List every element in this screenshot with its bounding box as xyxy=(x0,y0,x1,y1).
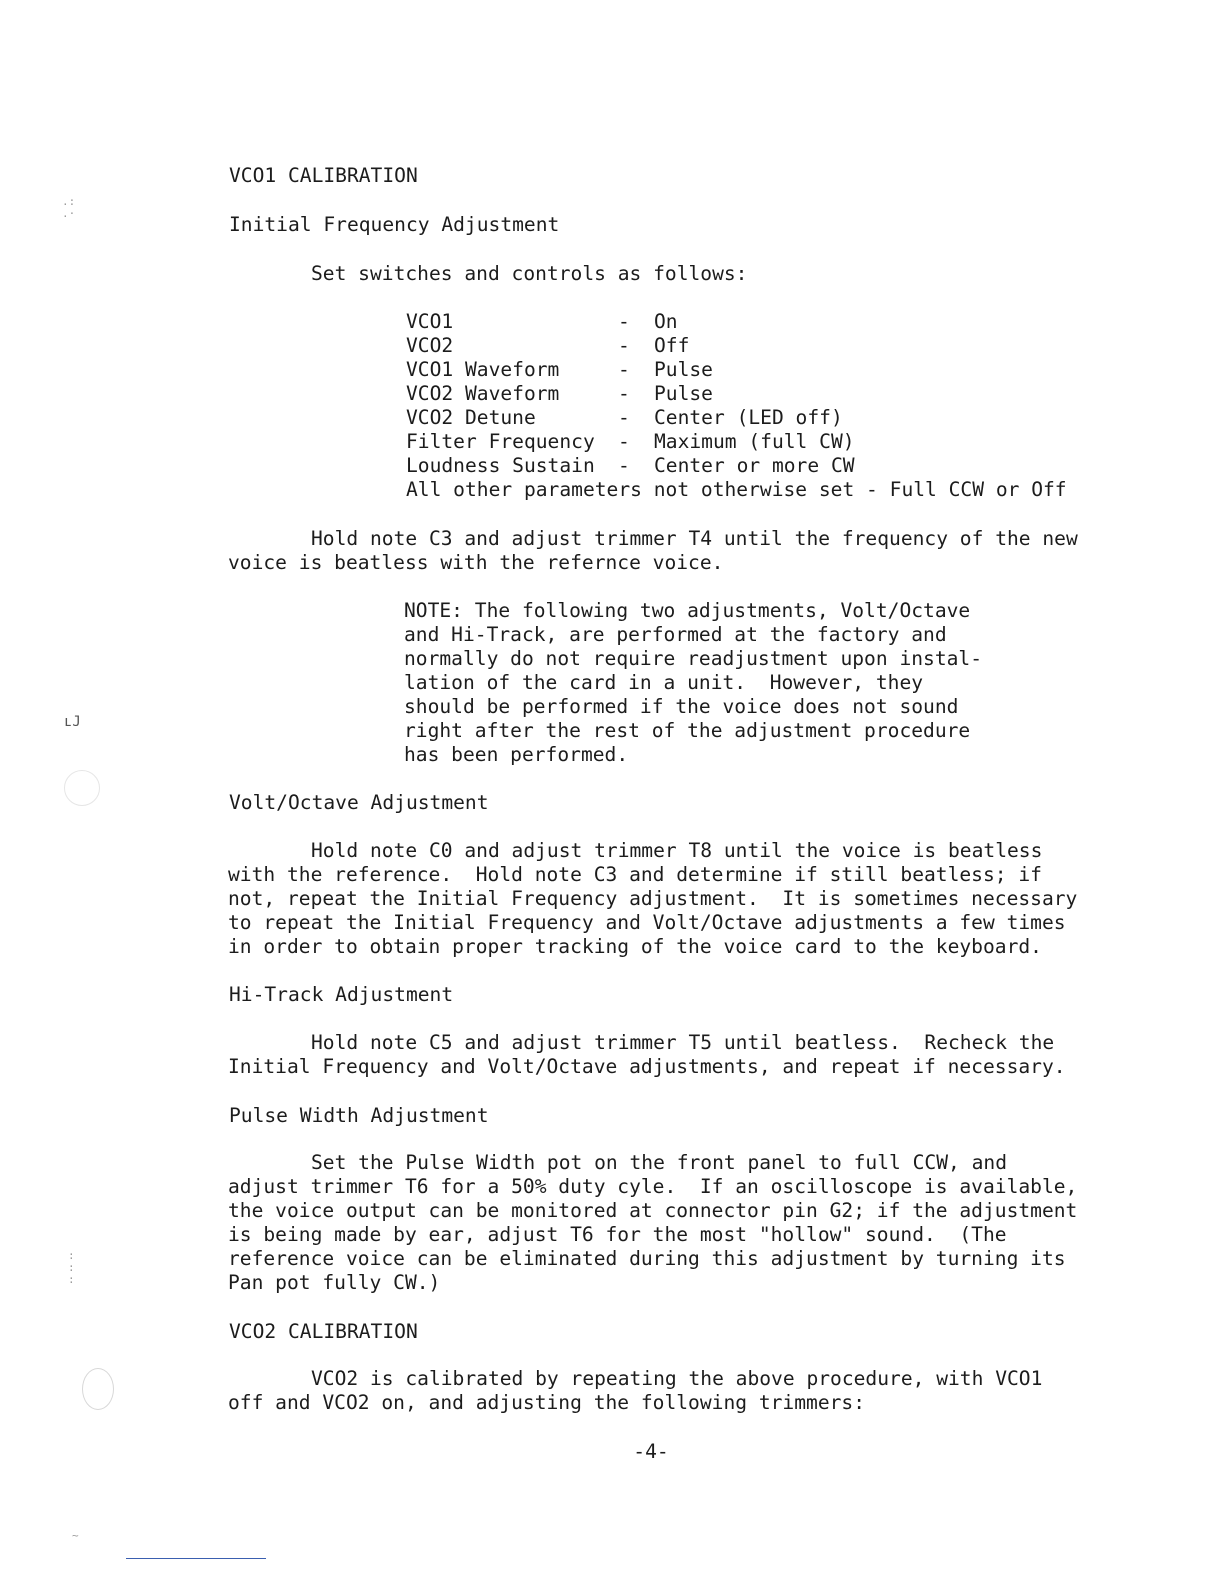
note-line: should be performed if the voice does not sound xyxy=(404,695,959,718)
binder-hole-mark xyxy=(82,1368,114,1410)
setting-dash: - xyxy=(618,334,630,357)
subsection-heading: Initial Frequency Adjustment xyxy=(229,213,560,236)
paragraph-line: Pan pot fully CW.) xyxy=(228,1271,441,1294)
setting-dash: - xyxy=(618,358,630,381)
paragraph-line: adjust trimmer T6 for a 50% duty cyle. If an oscilloscope is available, xyxy=(228,1175,1078,1198)
setting-dash: - xyxy=(618,430,630,453)
setting-name: VCO2 Detune xyxy=(406,406,536,429)
paragraph-line: in order to obtain proper tracking of the voice card to the keyboard. xyxy=(228,935,1042,958)
note-line: NOTE: The following two adjustments, Volt/Octave xyxy=(404,599,971,622)
note-line: right after the rest of the adjustment procedure xyxy=(404,719,971,742)
note-line: and Hi-Track, are performed at the factory and xyxy=(404,623,947,646)
setting-dash: - xyxy=(618,406,630,429)
scan-artifact-mark: : : : xyxy=(68,1249,75,1286)
setting-name: VCO2 xyxy=(406,334,454,357)
paragraph-line: Hold note C5 and adjust trimmer T5 until beatless. Recheck the xyxy=(311,1031,1055,1054)
paragraph-line: off and VCO2 on, and adjusting the following trimmers: xyxy=(228,1391,866,1414)
paragraph-line: Hold note C0 and adjust trimmer T8 until the voice is beatless xyxy=(311,839,1043,862)
paragraph-line: Initial Frequency and Volt/Octave adjustments, and repeat if necessary. xyxy=(228,1055,1066,1078)
setting-value: Off xyxy=(654,334,690,357)
paragraph-line: not, repeat the Initial Frequency adjustment. It is sometimes necessary xyxy=(228,887,1078,910)
paragraph-line: to repeat the Initial Frequency and Volt/Octave adjustments a few times xyxy=(228,911,1066,934)
setting-dash: - xyxy=(618,454,630,477)
scan-artifact-mark: ʟJ xyxy=(64,714,81,730)
setting-name: VCO1 Waveform xyxy=(406,358,560,381)
binder-hole-mark xyxy=(64,770,100,806)
subsection-heading: Pulse Width Adjustment xyxy=(229,1104,489,1127)
setting-dash: - xyxy=(618,310,630,333)
scan-artifact-mark: ~ xyxy=(72,1529,79,1542)
paragraph-line: is being made by ear, adjust T6 for the most "hollow" sound. (The xyxy=(228,1223,1007,1246)
setting-value: Pulse xyxy=(654,382,713,405)
paragraph-line: VCO2 is calibrated by repeating the above procedure, with VCO1 xyxy=(311,1367,1043,1390)
bottom-rule-divider xyxy=(126,1558,266,1559)
paragraph-line: voice is beatless with the refernce voice. xyxy=(228,551,724,574)
setting-value: Pulse xyxy=(654,358,713,381)
paragraph-line: reference voice can be eliminated during this adjustment by turning its xyxy=(228,1247,1066,1270)
note-line: has been performed. xyxy=(404,743,629,766)
section-heading: VCO2 CALIBRATION xyxy=(229,1320,418,1343)
instruction-text: Set switches and controls as follows: xyxy=(311,262,748,285)
setting-name: VCO1 xyxy=(406,310,454,333)
section-heading: VCO1 CALIBRATION xyxy=(229,164,418,187)
note-line: normally do not require readjustment upon instal- xyxy=(404,647,983,670)
setting-value: Center (LED off) xyxy=(654,406,843,429)
setting-name: VCO2 Waveform xyxy=(406,382,560,405)
setting-name: Filter Frequency xyxy=(406,430,595,453)
paragraph-line: with the reference. Hold note C3 and determine if still beatless; if xyxy=(228,863,1042,886)
setting-value: Maximum (full CW) xyxy=(654,430,855,453)
scan-artifact-mark: .: .· xyxy=(62,195,76,220)
setting-dash: - xyxy=(618,382,630,405)
paragraph-line: Set the Pulse Width pot on the front panel to full CCW, and xyxy=(311,1151,1007,1174)
setting-value: On xyxy=(654,310,678,333)
paragraph-line: the voice output can be monitored at connector pin G2; if the adjustment xyxy=(228,1199,1078,1222)
subsection-heading: Volt/Octave Adjustment xyxy=(229,791,489,814)
setting-value: Center or more CW xyxy=(654,454,855,477)
subsection-heading: Hi-Track Adjustment xyxy=(229,983,454,1006)
page-number: -4- xyxy=(633,1440,669,1463)
paragraph-line: Hold note C3 and adjust trimmer T4 until the frequency of the new xyxy=(311,527,1078,550)
settings-footer-text: All other parameters not otherwise set - Full CCW or Off xyxy=(406,478,1067,501)
note-line: lation of the card in a unit. However, they xyxy=(404,671,924,694)
setting-name: Loudness Sustain xyxy=(406,454,595,477)
